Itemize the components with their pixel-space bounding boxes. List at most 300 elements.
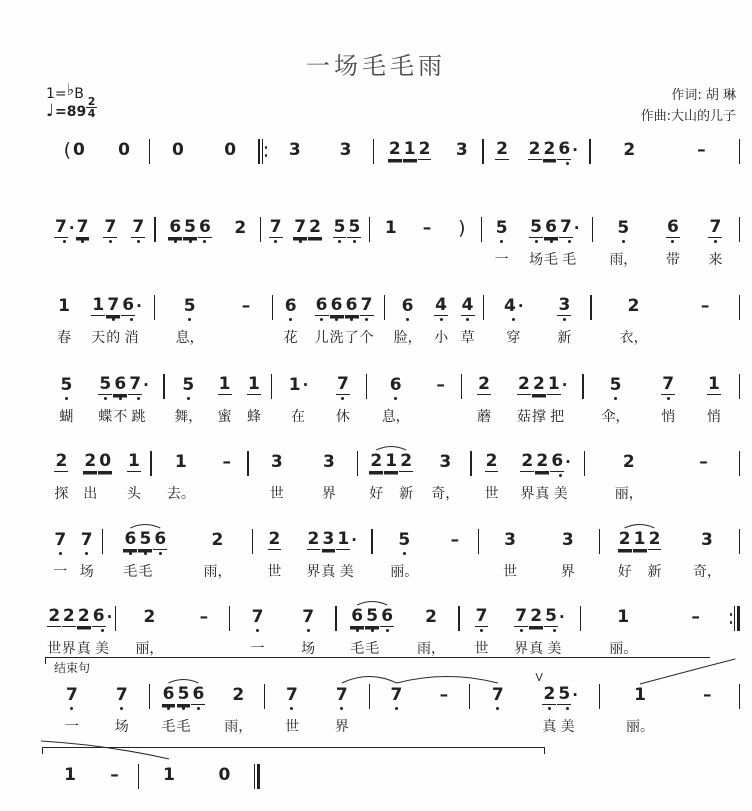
octave-dots — [365, 318, 368, 325]
beam-group — [707, 375, 721, 424]
note-digit: – — [439, 684, 449, 705]
note-digit-row — [285, 685, 299, 705]
note-digit-row — [65, 685, 79, 705]
note — [693, 530, 721, 579]
octave-dots — [187, 397, 190, 404]
note-digit: 2 — [84, 451, 97, 471]
note — [418, 140, 432, 189]
note-digit-row — [503, 530, 517, 550]
measure — [479, 530, 599, 579]
note-digit-row — [322, 530, 336, 550]
note — [63, 140, 86, 189]
measure — [370, 218, 481, 267]
lyric-syllable: 丽。 — [625, 719, 654, 735]
note-digit-row — [339, 140, 353, 160]
system-row — [45, 140, 740, 189]
lyric-syllable: 蜂 — [246, 409, 261, 425]
beam-group — [431, 452, 459, 501]
note — [333, 218, 347, 267]
lyric-syllable: 雨， — [203, 564, 232, 580]
note — [495, 140, 509, 189]
note — [477, 375, 491, 424]
lyric-syllable: 探 — [54, 486, 69, 502]
lyric-syllable: 息， — [175, 330, 204, 346]
note — [559, 218, 580, 267]
note-digit-row — [707, 375, 721, 395]
barline-stroke — [737, 606, 740, 631]
note — [388, 140, 402, 189]
lyric-syllable: 了 — [344, 330, 359, 346]
note-digit: 2 — [648, 529, 661, 549]
note-digit: 2 — [485, 451, 498, 471]
note-digit-row — [609, 375, 623, 395]
system-row — [45, 765, 260, 811]
note-digit-row — [91, 296, 105, 316]
note — [285, 685, 299, 734]
octave-dots — [550, 240, 553, 247]
note-digit: – — [422, 217, 432, 238]
note-digit: 5 — [177, 684, 190, 704]
note-digit-row — [648, 530, 662, 550]
octave-dots — [197, 707, 200, 714]
octave-dots — [189, 240, 192, 247]
note — [708, 218, 722, 267]
note — [535, 452, 549, 501]
note-digit-row — [557, 296, 571, 316]
beam-group — [167, 452, 195, 501]
beam-group — [54, 452, 68, 501]
beam-group — [461, 296, 475, 345]
lyric-syllable: 蘑 — [477, 409, 492, 425]
note — [384, 452, 398, 501]
note — [233, 218, 247, 267]
lyric-syllable: 界 — [334, 719, 349, 735]
music-system — [45, 765, 260, 811]
note-digit: 1 — [127, 451, 140, 471]
system-row — [45, 452, 740, 501]
lyric-syllable: 蝶 — [98, 409, 113, 425]
beam-group — [218, 765, 232, 811]
note — [434, 296, 448, 345]
low-octave-dot — [112, 318, 115, 321]
note-digit: 1 — [547, 374, 560, 394]
beam-group — [449, 530, 460, 579]
note — [106, 296, 120, 345]
tempo-marking — [46, 101, 86, 121]
lyric-syllable: 花 — [283, 330, 298, 346]
octave-dots — [167, 707, 170, 714]
barline-stroke — [739, 139, 740, 164]
barline-stroke — [262, 139, 263, 164]
octave-dots — [563, 318, 566, 325]
note — [382, 375, 410, 424]
key-note: B — [74, 86, 84, 102]
note-digit-row — [532, 375, 546, 395]
note-digit: 3 — [339, 139, 352, 160]
measure — [150, 140, 258, 189]
note-digit-row — [520, 452, 534, 472]
note — [98, 375, 112, 424]
note-digit-row — [700, 530, 714, 550]
beam-group — [698, 452, 709, 501]
low-octave-dot — [563, 318, 566, 321]
note-digit: 6 — [401, 295, 414, 316]
octave-dots — [496, 707, 499, 714]
octave-dots — [104, 397, 107, 404]
octave-dots — [174, 240, 177, 247]
octave-dots — [112, 318, 115, 325]
note — [455, 140, 469, 189]
note — [330, 296, 344, 345]
note-digit: – — [222, 451, 231, 472]
note-digit: 2 — [521, 451, 534, 471]
barline-single — [739, 295, 740, 320]
octave-dots — [119, 397, 122, 404]
measure — [45, 530, 102, 579]
lyric-syllable: 伞， — [601, 409, 630, 425]
beam-group — [382, 375, 410, 424]
octave-dots — [353, 240, 356, 247]
measure — [116, 607, 229, 656]
measure — [249, 452, 357, 501]
low-octave-dot — [187, 397, 190, 400]
note-digit-row — [307, 530, 321, 550]
note-digit-row — [388, 140, 402, 160]
note-digit-row — [622, 452, 636, 472]
barline-single — [739, 451, 740, 476]
octave-dots — [85, 552, 88, 559]
low-octave-dot — [197, 707, 200, 710]
note — [168, 218, 182, 267]
note-digit-row — [475, 607, 489, 627]
note-digit: 7 — [107, 295, 120, 315]
lyric-syllable: 真 — [535, 486, 550, 502]
note-digit: 6 — [124, 529, 137, 549]
note-digit: 1 — [403, 139, 416, 159]
barline-stroke — [739, 451, 740, 476]
system-row — [45, 375, 740, 424]
low-octave-dot — [119, 397, 122, 400]
note-digit: 4 — [504, 295, 516, 316]
note-digit: 6 — [389, 374, 402, 395]
low-octave-dot — [182, 707, 185, 710]
beam-group — [618, 530, 662, 579]
note-digit: 0 — [172, 139, 184, 160]
note-digit: 5 — [183, 295, 196, 316]
note-digit-row — [439, 685, 450, 705]
measure — [337, 607, 459, 656]
note-digit-row — [233, 218, 247, 238]
note — [456, 218, 467, 267]
note-digit: 6 — [381, 606, 394, 626]
note-digit: 1 — [385, 451, 398, 471]
beam-group — [54, 218, 89, 267]
note — [251, 607, 265, 656]
note — [461, 296, 475, 345]
note — [336, 530, 357, 579]
beam-group — [293, 218, 322, 267]
note — [557, 140, 578, 189]
note — [707, 375, 721, 424]
low-octave-dot — [340, 707, 343, 710]
note-digit-row — [384, 218, 398, 238]
note-digit-row — [708, 218, 722, 238]
note — [54, 218, 75, 267]
note-digit-row — [561, 530, 575, 550]
note-digit-row — [223, 140, 237, 160]
music-system — [45, 452, 740, 501]
note-digit-row — [618, 530, 632, 550]
note-digit: 7 — [54, 529, 67, 550]
note-digit: 3 — [322, 451, 335, 472]
note — [528, 140, 542, 189]
low-octave-dot — [480, 629, 483, 632]
low-octave-dot — [406, 318, 409, 321]
beam-group — [417, 607, 445, 656]
note-digit: 6 — [122, 295, 135, 315]
beam-group — [350, 607, 394, 656]
note-digit: 7 — [132, 217, 145, 237]
note — [435, 375, 446, 424]
note-digit: 0 — [218, 764, 231, 785]
note — [390, 530, 418, 579]
beam-group — [661, 375, 675, 424]
note-digit: 7 — [66, 684, 78, 705]
lyric-syllable: 悄 — [706, 409, 721, 425]
note — [339, 140, 353, 189]
note — [321, 530, 335, 579]
note-digit-row — [360, 296, 374, 316]
note-digit: 2 — [400, 451, 413, 471]
note-digit: 1 — [634, 684, 646, 705]
beam-group — [161, 685, 205, 734]
key-label: 1= — [46, 86, 67, 102]
note-digit: 6 — [558, 139, 571, 159]
system-row — [45, 685, 740, 734]
note — [380, 607, 394, 656]
note-digit-row — [293, 218, 307, 238]
octave-dots — [144, 552, 147, 559]
low-octave-dot — [189, 240, 192, 243]
lyric-syllable: 春 — [57, 330, 72, 346]
beam-group — [620, 296, 648, 345]
note-digit-row — [434, 296, 448, 316]
note-digit: 6 — [154, 529, 167, 549]
lyric-syllable: 世 — [484, 486, 499, 502]
note-digit-row — [390, 685, 404, 705]
note-digit: 1 — [707, 374, 720, 394]
note-digit-row — [696, 140, 707, 160]
note-digit-row — [335, 685, 349, 705]
measure — [585, 452, 739, 501]
lyric-syllable: 不 — [113, 409, 128, 425]
lyric-syllable: 菇 — [516, 409, 531, 425]
low-octave-dot — [130, 318, 133, 321]
lyric-syllable: 头 — [126, 486, 141, 502]
beam-group — [65, 685, 79, 734]
beam-group — [53, 530, 67, 579]
note-digit: 5 — [348, 217, 361, 237]
system-row — [45, 218, 740, 267]
note — [690, 607, 701, 656]
note-digit-row — [457, 218, 466, 238]
note-digit-row — [76, 218, 90, 238]
lyric-syllable: 息， — [381, 409, 410, 425]
augmentation-dot: · — [68, 219, 75, 237]
octave-dots — [671, 240, 674, 247]
note-digit: 2 — [211, 529, 224, 550]
note-digit-row — [550, 452, 571, 472]
octave-dots — [394, 397, 397, 404]
note-digit: 7 — [491, 684, 504, 705]
note — [666, 218, 680, 267]
note-digit: 1 — [248, 374, 260, 394]
note-digit-row — [121, 296, 142, 316]
note — [431, 452, 459, 501]
note — [65, 685, 79, 734]
low-octave-dot — [188, 318, 191, 321]
note — [138, 530, 152, 579]
note-digit: 6 — [345, 295, 358, 315]
barline-stroke — [739, 295, 740, 320]
measure — [472, 452, 584, 501]
note-digit-row — [47, 607, 61, 627]
lyric-syllable: 来 — [708, 252, 723, 268]
note-digit: 5 — [184, 217, 197, 237]
note-digit: 0 — [73, 139, 85, 160]
low-octave-dot — [144, 552, 147, 555]
octave-dots — [341, 397, 344, 404]
low-octave-dot — [403, 552, 406, 555]
lyric-syllable: 一 — [53, 564, 68, 580]
augmentation-dot: · — [572, 686, 578, 704]
note-digit-row — [54, 452, 68, 472]
note — [63, 765, 77, 811]
note — [485, 452, 499, 501]
lyric-syllable: 丽。 — [609, 641, 638, 657]
beam-group — [168, 218, 212, 267]
low-octave-dot — [440, 318, 443, 321]
lyric-syllable: 天 — [91, 330, 106, 346]
note-digit-row — [171, 140, 185, 160]
note-digit-row — [544, 218, 558, 238]
low-octave-dot — [167, 707, 170, 710]
beam-group — [557, 296, 571, 345]
barline-stroke — [254, 764, 255, 789]
octave-dots — [535, 240, 538, 247]
octave-dots — [137, 240, 140, 247]
octave-dots — [500, 240, 503, 247]
augmentation-dot: · — [136, 297, 142, 315]
note-digit: 5 — [545, 606, 557, 626]
lyric-syllable: 场 — [529, 252, 544, 268]
measure — [385, 296, 483, 345]
note-digit: 1 — [163, 764, 176, 785]
note-digit-row — [544, 607, 565, 627]
beam-group — [135, 607, 163, 656]
note-digit-row — [62, 607, 76, 627]
note — [191, 685, 205, 734]
breath-mark: V — [535, 671, 543, 684]
lyric-syllable: 毛 — [138, 564, 153, 580]
lyric-syllable: 个 — [359, 330, 374, 346]
note-digit: 6 — [351, 606, 364, 626]
lyric-syllable: 毛 — [350, 641, 365, 657]
note-digit-row — [268, 530, 282, 550]
note — [495, 218, 509, 267]
note — [602, 375, 630, 424]
note — [360, 296, 374, 345]
barline-single — [739, 217, 740, 242]
low-octave-dot — [338, 240, 341, 243]
note-digit: 3 — [288, 139, 301, 160]
note — [520, 452, 534, 501]
octave-dots — [65, 397, 68, 404]
note-digit-row — [83, 452, 97, 472]
beam-group — [390, 685, 404, 734]
low-octave-dot — [203, 240, 206, 243]
beam-group — [176, 296, 204, 345]
note-digit: 2 — [232, 684, 245, 705]
note-digit: 7 — [104, 217, 117, 237]
measure — [253, 530, 372, 579]
lyric-syllable: 奇， — [431, 486, 460, 502]
octave-dots — [395, 707, 398, 714]
beam-group — [700, 296, 711, 345]
beam-group — [162, 765, 176, 811]
note — [700, 296, 711, 345]
beam-group — [224, 685, 252, 734]
octave-dots — [440, 318, 443, 325]
measure — [45, 140, 149, 189]
lyric-syllable: 草 — [460, 330, 475, 346]
note — [335, 685, 349, 734]
note-digit-row — [702, 685, 713, 705]
beam-group — [609, 607, 637, 656]
beam-group — [333, 218, 362, 267]
octave-dots — [553, 629, 556, 636]
lyric-syllable: 场 — [114, 719, 129, 735]
beam-group — [390, 530, 418, 579]
measure — [462, 375, 582, 424]
note-digit-row — [174, 452, 188, 472]
beam-group — [233, 218, 247, 267]
note-digit-row — [168, 218, 182, 238]
note — [131, 218, 145, 267]
note-digit: 7 — [302, 606, 315, 627]
note-digit-row — [424, 607, 438, 627]
octave-dots — [350, 318, 353, 325]
time-signature — [86, 96, 98, 119]
note-digit-row — [221, 452, 232, 472]
beam-group — [438, 685, 449, 734]
low-octave-dot — [159, 552, 162, 555]
note — [661, 375, 675, 424]
lyric-syllable: 奇， — [692, 564, 721, 580]
note-digit: 3 — [270, 451, 283, 472]
note — [115, 685, 129, 734]
octave-dots — [338, 240, 341, 247]
note — [223, 140, 237, 189]
note-digit: 7 — [269, 217, 282, 237]
low-octave-dot — [109, 240, 112, 243]
note-digit: 7 — [709, 217, 722, 237]
low-octave-dot — [59, 552, 62, 555]
lyric-syllable: 毛 — [123, 564, 138, 580]
beam-group — [503, 530, 517, 579]
augmentation-dot: · — [351, 531, 357, 549]
lyric-syllable: 丽。 — [390, 564, 419, 580]
